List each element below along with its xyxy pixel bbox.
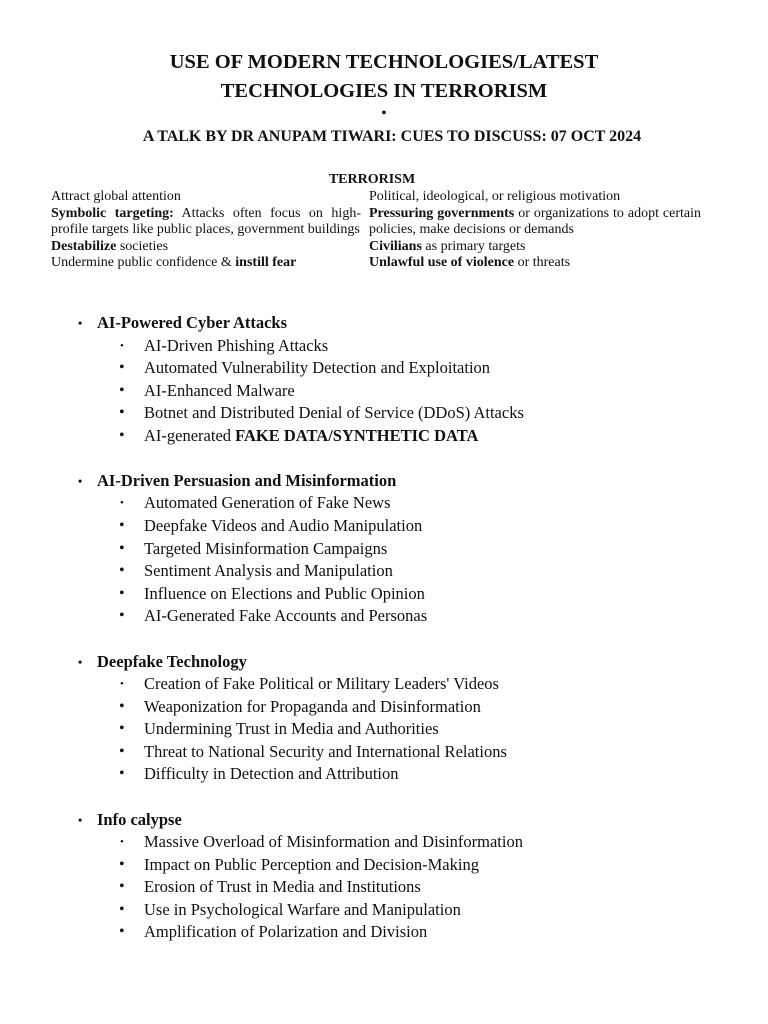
list-item [0, 515, 768, 538]
text: Massive Overload of Misinformation and Disinformation [144, 832, 523, 851]
list-item [0, 921, 768, 944]
bold-text: Pressuring governments [369, 205, 515, 221]
bullet-icon: • [119, 900, 125, 918]
bold-text: instill fear [235, 255, 297, 271]
text: Political, ideological, or religious motivation [369, 189, 621, 204]
terrorism-row [51, 206, 701, 239]
terrorism-cell-right [369, 206, 701, 239]
terrorism-cell-left [51, 206, 369, 239]
text: Attacks often focus on high-profile targets like public places, government buildings [51, 205, 361, 238]
list-item [0, 718, 768, 741]
bullet-icon: • [119, 923, 125, 941]
list-item [0, 492, 768, 515]
text: AI-Generated Fake Accounts and Personas [144, 606, 428, 626]
title-dot: • [381, 106, 387, 121]
text: Targeted Misinformation Campaigns [144, 538, 388, 558]
subtitle: A TALK BY DR ANUPAM TIWARI: CUES TO DISCUSS: 07 OCT 2024 [142, 128, 642, 145]
list-item [0, 854, 768, 877]
text: Amplification of Polarization and Division [144, 922, 428, 942]
terrorism-cell-left [51, 239, 369, 256]
text: Automated Generation of Fake News [144, 493, 391, 513]
bold-text: Symbolic targeting: [51, 205, 174, 221]
bold-text: FAKE DATA/SYNTHETIC DATA [235, 425, 479, 445]
text: Impact on Public Perception and Decision-Making [144, 854, 479, 874]
text: AI-Driven Phishing Attacks [144, 335, 329, 355]
list-item [0, 899, 768, 922]
text: Difficulty in Detection and Attribution [144, 764, 399, 784]
bullet-icon: • [119, 426, 125, 444]
section-heading [0, 470, 768, 493]
bullet-icon: • [119, 359, 125, 377]
bullet-icon: • [119, 742, 125, 760]
bullet-icon: • [119, 562, 125, 580]
list-item [0, 696, 768, 719]
bold-text: Unlawful use of violence [369, 255, 515, 271]
list-item [0, 605, 768, 628]
section-heading-text: AI-Powered Cyber Attacks [97, 313, 288, 332]
section-heading [0, 651, 768, 674]
title-line-2: TECHNOLOGIES IN TERRORISM [220, 80, 548, 102]
bullet-icon: • [120, 339, 124, 352]
list-item [0, 380, 768, 403]
text: as primary targets [421, 238, 526, 254]
title-line-1: USE OF MODERN TECHNOLOGIES/LATEST [169, 51, 599, 73]
section-heading-text: Info calypse [97, 809, 182, 829]
bullet-icon: • [119, 720, 125, 738]
text: Botnet and Distributed Denial of Service (DDoS) Attacks [144, 403, 524, 423]
bullet-icon: • [120, 678, 124, 691]
terrorism-row [51, 255, 701, 272]
text: Deepfake Videos and Audio Manipulation [144, 516, 423, 536]
bullet-icon: • [119, 584, 125, 602]
section [0, 470, 768, 628]
bullet-icon: • [78, 473, 83, 488]
section-heading-text: AI-Driven Persuasion and Misinformation [97, 470, 397, 490]
section [0, 651, 768, 786]
bullet-icon: • [119, 855, 125, 873]
text: or organizations to adopt certain policies, make decisions or demands [369, 205, 702, 238]
bullet-icon: • [119, 381, 125, 399]
list-item [0, 357, 768, 380]
list-item [0, 560, 768, 583]
bullet-icon: • [119, 878, 125, 896]
text: Erosion of Trust in Media and Institutions [144, 877, 421, 897]
terrorism-heading: TERRORISM [328, 172, 416, 187]
text: Automated Vulnerability Detection and Exploitation [144, 358, 491, 378]
bullet-icon: • [119, 697, 125, 715]
bullet-icon: • [120, 836, 124, 848]
bullet-icon: • [78, 316, 83, 330]
terrorism-cell-left [51, 255, 369, 272]
terrorism-cell-right [369, 239, 701, 256]
text: Weaponization for Propaganda and Disinformation [144, 696, 481, 716]
terrorism-table [51, 189, 701, 272]
list-item [0, 335, 768, 358]
list-item [0, 402, 768, 425]
text: Threat to National Security and International Relations [144, 741, 507, 761]
section-heading [0, 312, 768, 335]
text: Undermine public confidence & [51, 255, 236, 271]
text: societies [116, 238, 169, 254]
bullet-icon: • [119, 607, 125, 625]
list-item [0, 583, 768, 606]
list-item [0, 763, 768, 786]
text: Use in Psychological Warfare and Manipulation [144, 899, 461, 919]
text: Undermining Trust in Media and Authorities [144, 719, 439, 739]
bullet-icon: • [120, 497, 124, 510]
text: Creation of Fake Political or Military Leaders' Videos [144, 674, 499, 694]
bullet-icon: • [119, 765, 125, 783]
section [0, 809, 768, 944]
list-item [0, 538, 768, 561]
terrorism-row [51, 189, 701, 206]
bullet-icon: • [78, 812, 83, 827]
list-item [0, 673, 768, 696]
section [0, 312, 768, 447]
page-title [0, 48, 768, 106]
terrorism-cell-right [369, 255, 701, 272]
section-heading [0, 809, 768, 832]
terrorism-row [51, 239, 701, 256]
text: AI-generated [144, 425, 236, 445]
text: or threats [514, 255, 571, 271]
bullet-icon: • [119, 517, 125, 535]
bold-text: Civilians [369, 238, 422, 254]
list-item [0, 425, 768, 448]
text: Influence on Elections and Public Opinion [144, 583, 425, 603]
terrorism-cell-left [51, 189, 369, 206]
list-item [0, 831, 768, 854]
bullet-icon: • [119, 539, 125, 557]
terrorism-cell-right [369, 189, 701, 206]
text: AI-Enhanced Malware [144, 380, 295, 400]
text: Attract global attention [51, 189, 181, 204]
list-item [0, 741, 768, 764]
list-item [0, 876, 768, 899]
bullet-icon: • [78, 654, 83, 669]
bold-text: Destabilize [51, 238, 117, 254]
sections-list [0, 312, 768, 966]
section-heading-text: Deepfake Technology [97, 651, 247, 671]
text: Sentiment Analysis and Manipulation [144, 561, 393, 581]
bullet-icon: • [119, 404, 125, 422]
